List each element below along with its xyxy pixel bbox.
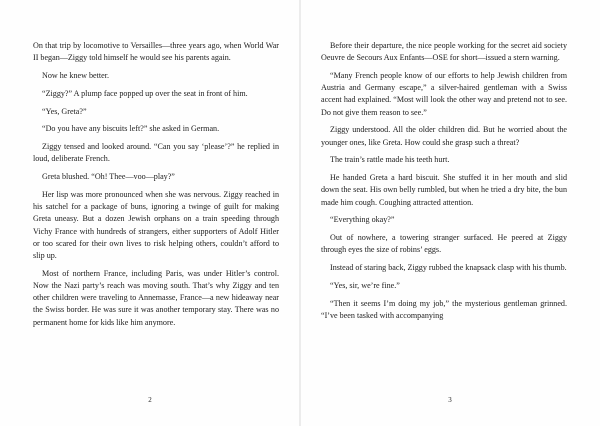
paragraph: “Yes, sir, we’re fine.” — [330, 281, 400, 290]
left-page-text — [33, 40, 279, 382]
paragraph: Before their departure, the nice people working for the secret aid society Oeuvre de Secours Aux Enfants—OSE for short—issued a stern warning. — [321, 41, 567, 63]
paragraph: “Then it seems I’m doing my job,” the mysterious gentleman grinned. “I’ve been tasked with accompanying — [321, 298, 567, 320]
paragraph: Ziggy understood. All the older children did. But he worried about the younger ones, like Greta. How could she grasp such a threat? — [321, 125, 567, 147]
page-number: 2 — [148, 396, 152, 404]
paragraph: “Yes, Greta?” — [42, 106, 87, 116]
paragraph: He handed Greta a hard biscuit. She stuffed it in her mouth and slid down the seat. His own belly rumbled, but when he tried a dry bite, the bun made him cough. Coughing attracted attention. — [321, 173, 567, 207]
paragraph: “Do you have any biscuits left?” she asked in German. — [42, 124, 220, 134]
paragraph: Instead of staring back, Ziggy rubbed the knapsack clasp with his thumb. — [330, 263, 567, 273]
right-page-text — [321, 40, 567, 382]
paragraph: Now he knew better. — [42, 71, 109, 80]
paragraph: On that trip by locomotive to Versailles—three years ago, when World War II began—Ziggy told himself he would see his parents again. — [33, 41, 279, 63]
right-page — [300, 0, 600, 426]
paragraph: Ziggy tensed and looked around. “Can you say ‘please’?” he replied in loud, deliberate French. — [33, 142, 279, 164]
paragraph: The train’s rattle made his teeth hurt. — [330, 155, 450, 165]
page-number: 3 — [448, 396, 452, 404]
paragraph: Her lisp was more pronounced when she was nervous. Ziggy reached in his satchel for a package of buns, ignoring a twinge of guilt for making Greta uneasy. But a dozen Jewish orphans on a train speeding through Vichy France with hundreds of strangers, either supporters of Adolf Hitler or too scared for their own lives to risk helping others, couldn’t afford to slip up. — [33, 189, 279, 260]
paragraph: “Everything okay?” — [330, 215, 395, 225]
paragraph: Greta blushed. “Oh! Thee—voo—play?” — [42, 172, 175, 182]
paragraph: “Ziggy?” A plump face popped up over the seat in front of him. — [42, 88, 248, 98]
paragraph: Out of nowhere, a towering stranger surfaced. He peered at Ziggy through eyes the size of robins’ eggs. — [321, 233, 567, 255]
paragraph: Most of northern France, including Paris, was under Hitler’s control. Now the Nazi party’s reach was moving south. That’s why Ziggy and ten other children were traveling to Annemasse, France—a new hideaway near the Swiss border. He was sure it was another temporary stay. There was no permanent home for kids like him anymore. — [33, 268, 279, 327]
paragraph: “Many French people know of our efforts to help Jewish children from Austria and Germany escape,” a silver-haired gentleman with a Swiss accent had explained. “Most will look the other way and pretend not to see. Do not give them reason to see.” — [321, 71, 567, 117]
